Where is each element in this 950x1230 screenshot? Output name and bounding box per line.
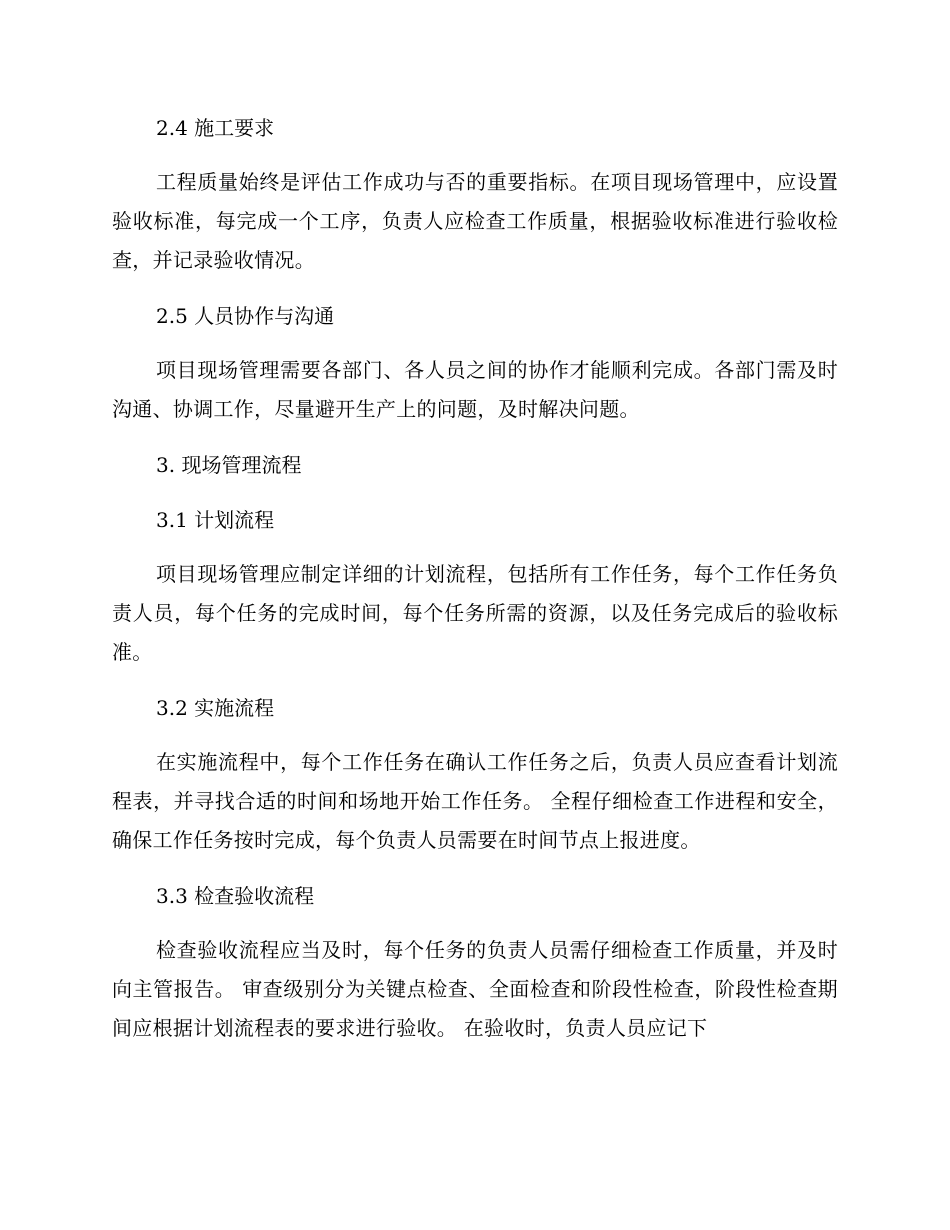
section-3-3-body: 检查验收流程应当及时，每个任务的负责人员需仔细检查工作质量，并及时向主管报告。 审查级别分为关键点检查、全面检查和阶段性检查，阶段性检查期间应根据计划流程表的要求进行验收。 在验收时，负责人员应记下 xyxy=(112,938,838,1040)
section-2-5-heading: 2.5 人员协作与沟通 xyxy=(156,304,335,328)
section-3-1-heading: 3.1 计划流程 xyxy=(156,508,275,532)
section-3-1-body: 项目现场管理应制定详细的计划流程，包括所有工作任务，每个工作任务负责人员，每个任务的完成时间，每个任务所需的资源，以及任务完成后的验收标准。 xyxy=(112,562,838,664)
section-3-2-body: 在实施流程中，每个工作任务在确认工作任务之后，负责人员应查看计划流程表，并寻找合适的时间和场地开始工作任务。 全程仔细检查工作进程和安全，确保工作任务按时完成，每个负责人员需要在时间节点上报进度。 xyxy=(112,750,838,852)
section-3-2-heading: 3.2 实施流程 xyxy=(156,696,275,720)
section-3-3-heading: 3.3 检查验收流程 xyxy=(156,884,315,908)
section-2-4-body: 工程质量始终是评估工作成功与否的重要指标。在项目现场管理中，应设置验收标准，每完成一个工序，负责人应检查工作质量，根据验收标准进行验收检查，并记录验收情况。 xyxy=(112,170,838,272)
section-2-5-body: 项目现场管理需要各部门、各人员之间的协作才能顺利完成。各部门需及时沟通、协调工作，尽量避开生产上的问题，及时解决问题。 xyxy=(112,358,838,421)
section-2-4-heading: 2.4 施工要求 xyxy=(156,116,275,140)
section-3-heading: 3. 现场管理流程 xyxy=(156,453,302,477)
document-page xyxy=(112,108,838,1048)
